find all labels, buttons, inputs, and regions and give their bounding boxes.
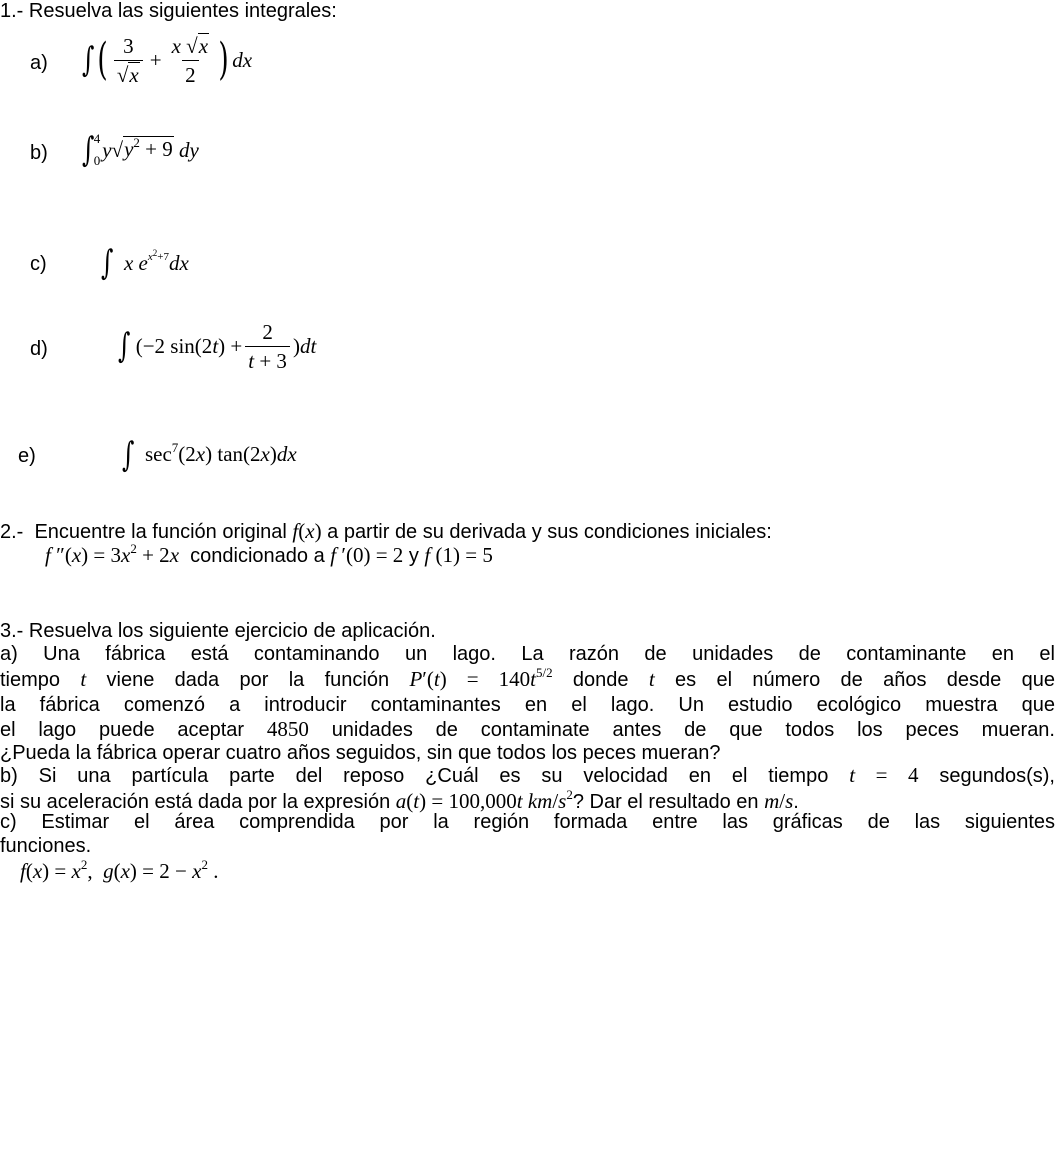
and-text: y (408, 545, 419, 567)
integral-a: ∫ ( $\frac{3}{√x}$ + $\frac{x √x}{2}$ ) dx (82, 33, 253, 87)
item-c-label: c) (30, 253, 47, 275)
item-b-label: b) (30, 142, 48, 164)
integral-d: ∫ (−2 sin(2t) + $\frac{2}{t + 3}$ )dt (118, 319, 317, 373)
problem-3c (0, 811, 1055, 859)
problem-3b (0, 763, 1055, 816)
question-2-title: 2.- Encuentre la función original f(x) a partir de su derivada y sus condiciones iniciales: (0, 519, 772, 543)
problem-3c-line-1: c) Estimar el área comprendida por la región formada entre las gráficas de las siguientes (0, 811, 1055, 833)
functions-data (0, 859, 1, 860)
question-2-equation-data (0, 543, 1, 544)
item-e-label: e) (18, 445, 36, 467)
acceleration-expression: a(t) = 100,000t $km/s^2$ (395, 786, 573, 813)
problem-3c-functions: $f(x) = x^2$, $g(x) = 2 - x^2$ . (20, 857, 219, 883)
question-3-title: 3.- Resuelva los siguiente ejercicio de aplicación. (0, 620, 436, 642)
units-data (0, 787, 1, 788)
condition-text: condicionado a (190, 545, 325, 567)
question-2-equation: f $''(x) = 3x^2 + 2x$ condicionado a f ′(0) = 2 y f (1) = 5 (45, 541, 493, 567)
problem-3b-line-2: si su aceleración está dada por la expresión a(t) = 100,000t $km/s^2$? Dar el resultado en m/s. (0, 786, 799, 813)
integral-e: ∫ $\sec^7(2x)$ tan(2x)dx (122, 435, 297, 475)
integral-b: ∫ 4 0 y √ $y^2 + 9$ dy (82, 130, 199, 170)
problem-3a-line-2: tiempo t viene dada por la función $P'(t) = 140t^{5/2}$ donde t es el número de años desde que (0, 664, 1055, 691)
item-d-label: d) (30, 338, 48, 360)
question-1-title: 1.- Resuelva las siguientes integrales: (0, 0, 337, 22)
integral-c: ∫ x e $x^2+7$ dx (101, 243, 189, 283)
problem-3b-line-1: b) Si una partícula parte del reposo ¿Cuál es su velocidad en el tiempo t = 4 segundos(s), (0, 763, 1055, 787)
problem-3a-line-1: a) Una fábrica está contaminando un lago. La razón de unidades de contaminante en el (0, 643, 1055, 665)
item-a-label: a) (30, 52, 48, 74)
question-2-title-data (0, 519, 1, 520)
problem-3a (0, 643, 1055, 766)
problem-3a-line-5: ¿Pueda la fábrica operar cuatro años seguidos, sin que todos los peces mueran? (0, 742, 721, 765)
problem-3a-line-4: el lago puede aceptar 4850 unidades de contaminate antes de que todos los peces mueran. (0, 716, 1055, 741)
problem-3a-line-3: la fábrica comenzó a introducir contaminantes en el lago. Un estudio ecológico muestra que (0, 693, 1055, 716)
problem-3c-line-2: funciones. (0, 834, 92, 857)
